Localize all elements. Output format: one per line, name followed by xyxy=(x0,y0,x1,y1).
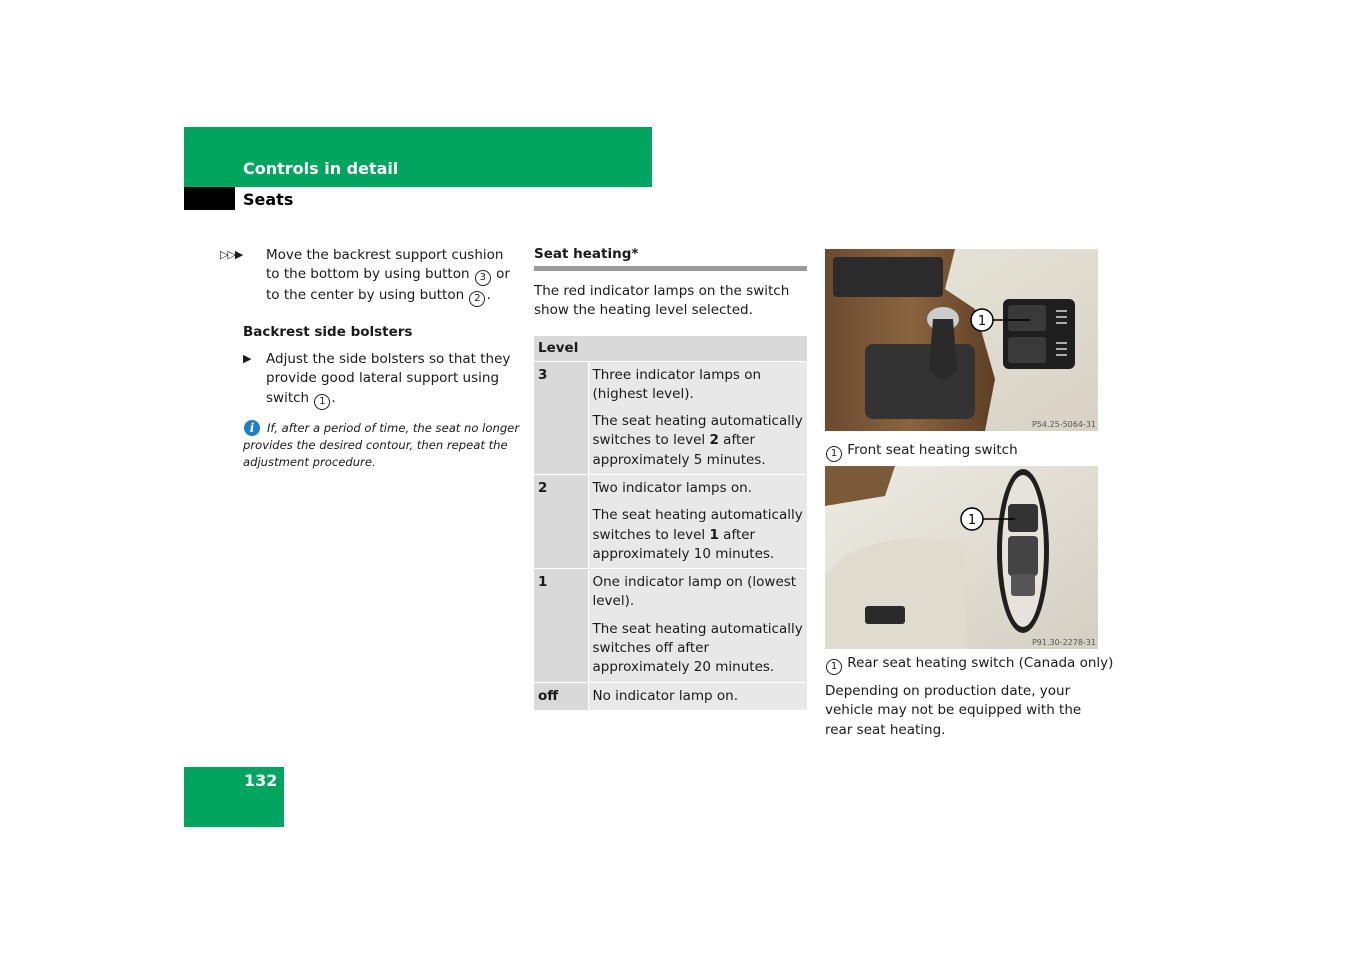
table-row xyxy=(534,569,807,682)
production-date-note: Depending on production date, your vehicle may not be equipped with the rear seat heating. xyxy=(825,683,1082,738)
header-marker xyxy=(184,187,235,210)
seat-heating-intro: The red indicator lamps on the switch show the heating level selected. xyxy=(534,283,790,319)
step-backrest-cushion: Move the backrest support cushion to the bottom by using button 3 or to the center by using button 2 . xyxy=(266,246,521,307)
caption-front-seat: 1 Front seat heating switch xyxy=(825,441,1018,462)
front-seat-heating-photo xyxy=(825,249,1098,431)
photo1-callout: 1 xyxy=(977,314,987,329)
info-note: If, after a period of time, the seat no longer provides the desired contour, then repeat the adjustment procedure. xyxy=(243,421,520,469)
button-2-ref: 2 xyxy=(469,291,485,307)
rear-seat-heating-photo xyxy=(825,466,1098,649)
photo2-callout: 1 xyxy=(967,513,977,528)
description-cell: One indicator lamp on (lowest level). The seat heating automatically switches off after approximately 20 minutes. xyxy=(588,569,807,682)
level-cell: 3 xyxy=(534,361,588,474)
subheading-side-bolsters: Backrest side bolsters xyxy=(243,324,413,340)
switch-1-ref: 1 xyxy=(314,394,330,410)
description-cell: Two indicator lamps on. The seat heating automatically switches to level 1 after approximately 10 minutes. xyxy=(588,474,807,568)
page-number: 132 xyxy=(244,771,278,790)
seat-heating-heading: Seat heating* xyxy=(534,246,639,262)
description-cell: Three indicator lamps on (highest level). The seat heating automatically switches to level 2 after approximately 5 minutes. xyxy=(588,361,807,474)
table-row xyxy=(534,682,807,710)
photo2-code: P91.30-2278-31 xyxy=(1031,638,1096,647)
table-row xyxy=(534,361,807,474)
step-side-bolsters: Adjust the side bolsters so that they provide good lateral support using switch 1 . xyxy=(266,350,516,410)
heating-level-table xyxy=(534,336,807,710)
caption-rear-seat: 1 Rear seat heating switch (Canada only) xyxy=(825,654,1113,675)
info-icon: i xyxy=(244,420,260,436)
level-cell: 1 xyxy=(534,569,588,682)
button-3-ref: 3 xyxy=(475,270,491,286)
level-cell: off xyxy=(534,682,588,710)
table-header-level: Level xyxy=(534,336,807,361)
bullet-arrow: ▶ xyxy=(243,352,252,365)
description-cell: No indicator lamp on. xyxy=(588,682,807,710)
section-title: Controls in detail xyxy=(243,159,399,178)
level-cell: 2 xyxy=(534,474,588,568)
table-row xyxy=(534,474,807,568)
subsection-title: Seats xyxy=(243,190,294,209)
header-band xyxy=(184,127,652,187)
heading-rule xyxy=(534,266,807,271)
photo1-code: P54.25-5064-31 xyxy=(1031,420,1096,429)
continue-marker: ▷▷▶ xyxy=(220,248,243,261)
